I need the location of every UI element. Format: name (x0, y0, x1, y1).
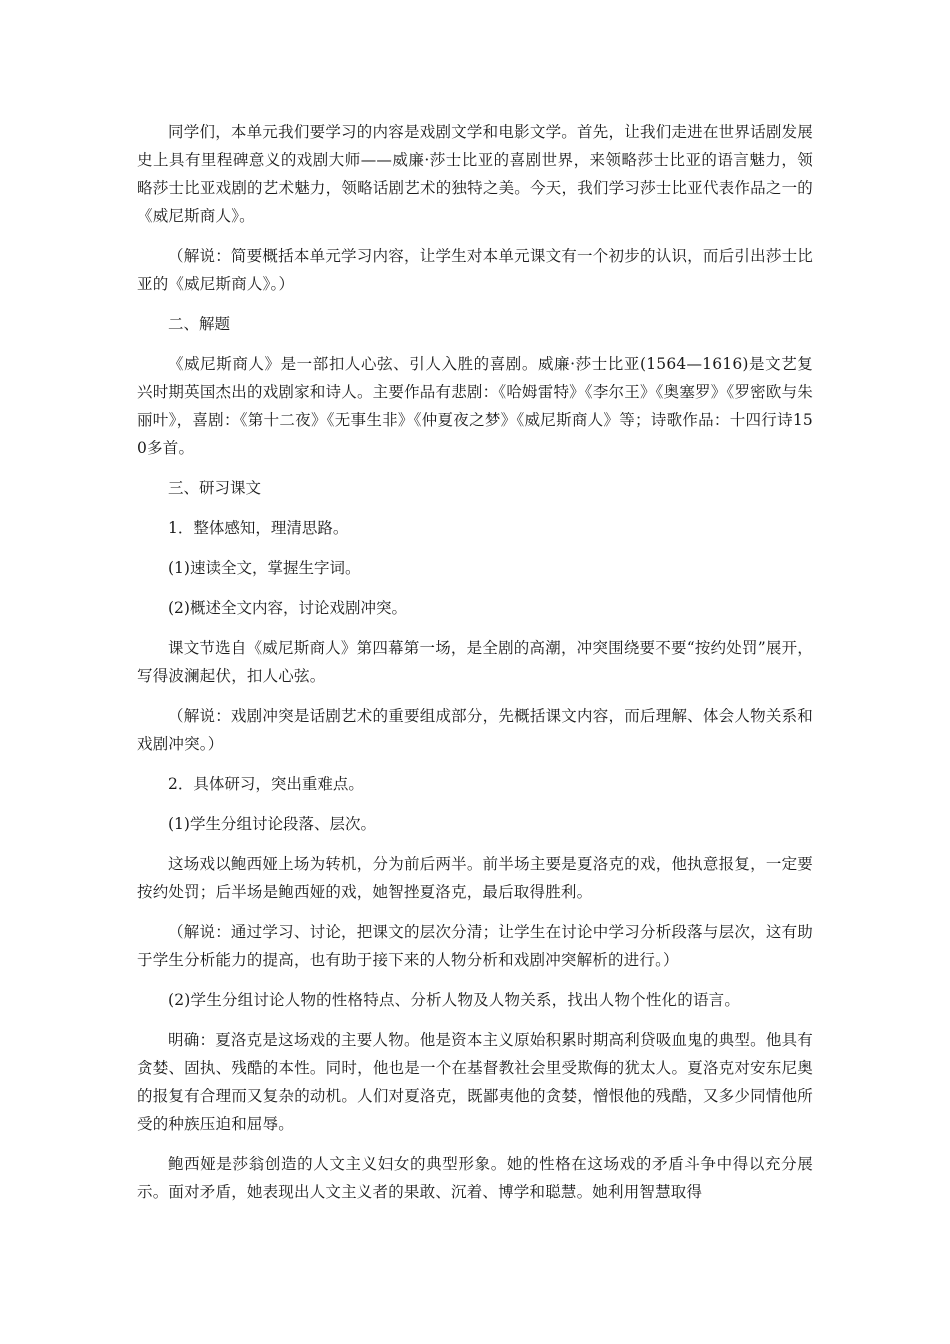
subheading-overall-perception: 1．整体感知，理清思路。 (168, 519, 349, 537)
structure-paragraph: 这场戏以鲍西娅上场为转机，分为前后两半。前半场主要是夏洛克的戏，他执意报复，一定要按约处罚；后半场是鲍西娅的戏，她智挫夏洛克，最后取得胜利。 (137, 855, 813, 901)
portia-analysis-paragraph: 鲍西娅是莎翁创造的人文主义妇女的典型形象。她的性格在这场戏的矛盾斗争中得以充分展示。面对矛盾，她表现出人文主义者的果敢、沉着、博学和聪慧。她利用智慧取得 (137, 1155, 813, 1201)
list-item-speed-reading: (1)速读全文，掌握生字词。 (168, 559, 361, 577)
shylock-analysis-paragraph: 明确：夏洛克是这场戏的主要人物。他是资本主义原始积累时期高利贷吸血鬼的典型。他具有贪婪、固执、残酷的本性。同时，他也是一个在基督教社会里受欺侮的犹太人。夏洛克对安东尼奥的报复有合理而又复杂的动机。人们对夏洛克，既鄙夷他的贪婪，憎恨他的残酷，又多少同情他所受的种族压迫和屈辱。 (137, 1031, 813, 1133)
commentary-paragraph: （解说：通过学习、讨论，把课文的层次分清；让学生在讨论中学习分析段落与层次，这有助于学生分析能力的提高，也有助于接下来的人物分析和戏剧冲突解析的进行。） (137, 923, 813, 969)
list-item-summarize-content: (2)概述全文内容，讨论戏剧冲突。 (168, 599, 407, 617)
section-heading-study-text: 三、研习课文 (168, 479, 262, 497)
list-item-character-discussion: (2)学生分组讨论人物的性格特点、分析人物及人物关系，找出人物个性化的语言。 (168, 991, 741, 1009)
commentary-paragraph: （解说：戏剧冲突是话剧艺术的重要组成部分，先概括课文内容，而后理解、体会人物关系和戏剧冲突。） (137, 707, 813, 753)
subheading-detailed-study: 2．具体研习，突出重难点。 (168, 775, 364, 793)
intro-paragraph: 同学们，本单元我们要学习的内容是戏剧文学和电影文学。首先，让我们走进在世界话剧发展史上具有里程碑意义的戏剧大师——威廉·莎士比亚的喜剧世界，来领略莎士比亚的语言魅力，领略莎士比亚戏剧的艺术魅力，领略话剧艺术的独特之美。今天，我们学习莎士比亚代表作品之一的《威尼斯商人》。 (137, 123, 813, 225)
text-source-paragraph: 课文节选自《威尼斯商人》第四幕第一场，是全剧的高潮，冲突围绕要不要“按约处罚”展开，写得波澜起伏，扣人心弦。 (137, 639, 813, 685)
list-item-group-discussion: (1)学生分组讨论段落、层次。 (168, 815, 376, 833)
section-heading-title-explanation: 二、解题 (168, 315, 231, 333)
document-body (137, 118, 813, 1218)
title-explanation-paragraph: 《威尼斯商人》是一部扣人心弦、引人入胜的喜剧。威廉·莎士比亚(1564—1616)是文艺复兴时期英国杰出的戏剧家和诗人。主要作品有悲剧：《哈姆雷特》《李尔王》《奥塞罗》《罗密欧与朱丽叶》，喜剧：《第十二夜》《无事生非》《仲夏夜之梦》《威尼斯商人》等；诗歌作品：十四行诗150多首。 (137, 355, 813, 457)
commentary-paragraph: （解说：简要概括本单元学习内容，让学生对本单元课文有一个初步的认识，而后引出莎士比亚的《威尼斯商人》。） (137, 247, 813, 293)
